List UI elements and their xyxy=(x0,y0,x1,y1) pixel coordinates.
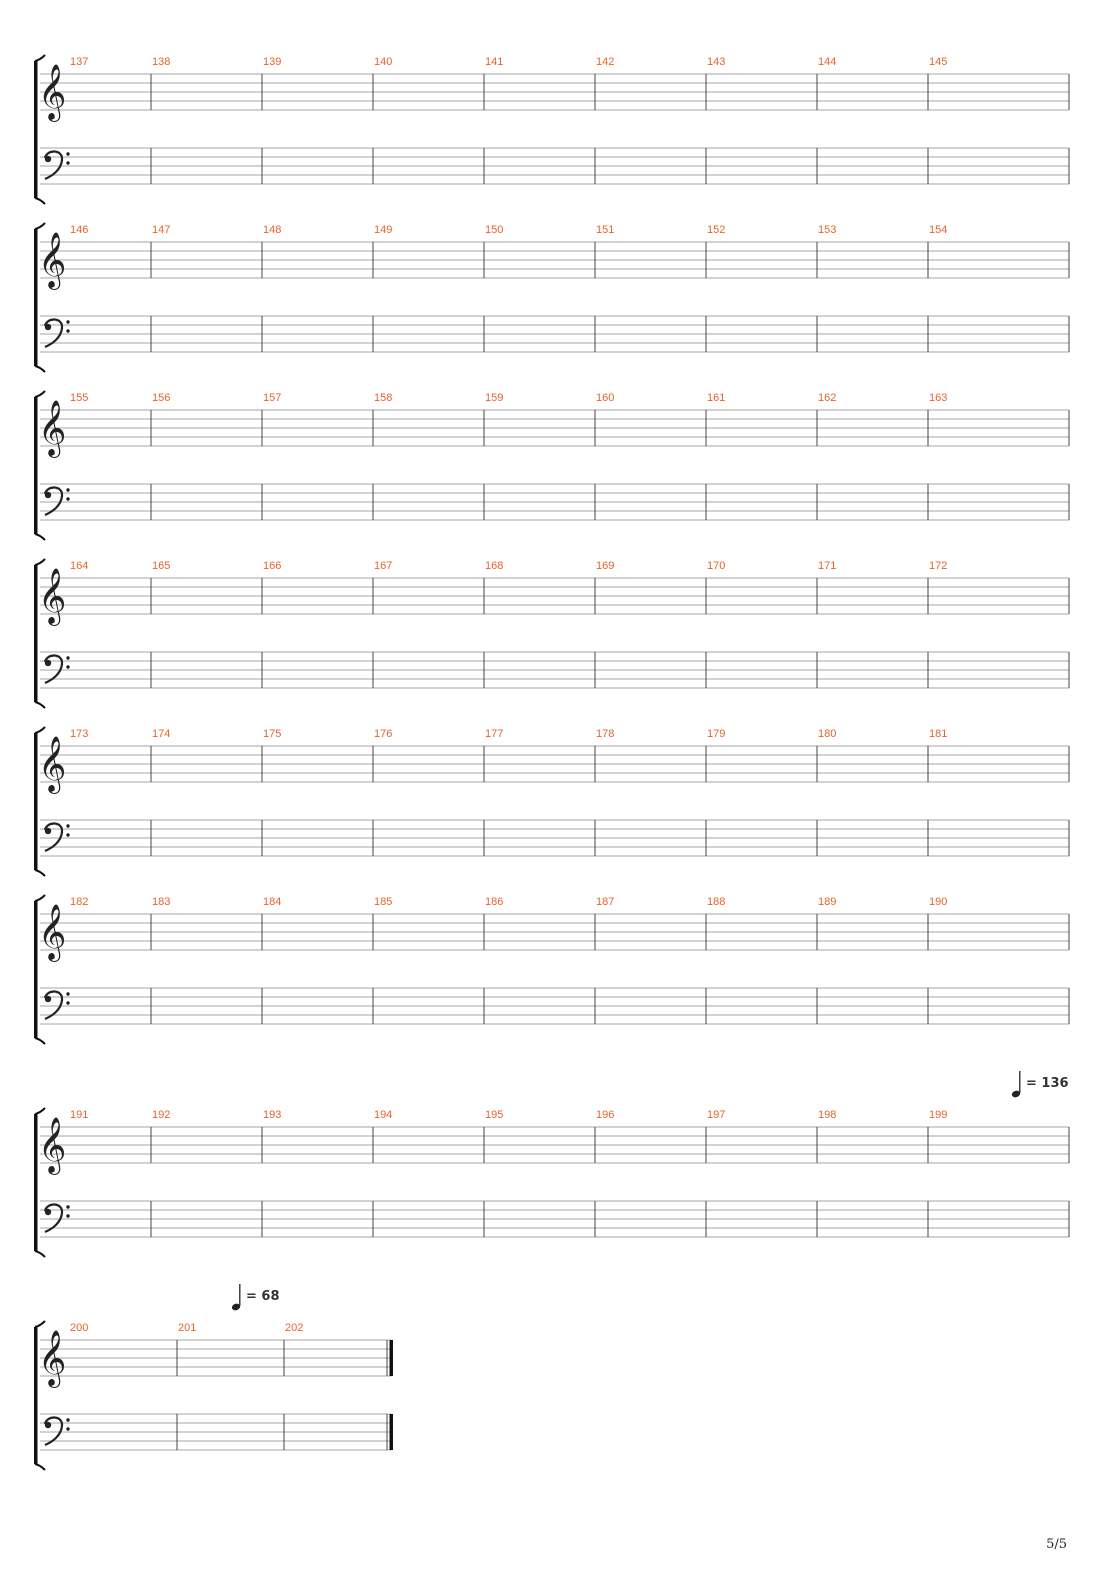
measure-number: 176 xyxy=(374,728,393,740)
measure-number: 181 xyxy=(929,728,948,740)
page-number: 5/5 xyxy=(1046,1537,1067,1552)
staff-system xyxy=(34,1071,1069,1257)
measure-number: 170 xyxy=(707,560,726,572)
quarter-note-icon xyxy=(231,1284,241,1311)
measure-number: 161 xyxy=(707,392,726,404)
measure-number: 188 xyxy=(707,896,726,908)
treble-clef-icon: 𝄞 xyxy=(38,1330,67,1386)
measure-number: 194 xyxy=(374,1109,393,1121)
final-barline-thick xyxy=(390,1414,394,1450)
treble-clef-icon: 𝄞 xyxy=(38,232,67,288)
treble-clef-icon: 𝄞 xyxy=(38,64,67,120)
measure-number: 192 xyxy=(152,1109,171,1121)
measure-number: 158 xyxy=(374,392,393,404)
measure-number: 183 xyxy=(152,896,171,908)
measure-number: 142 xyxy=(596,56,615,68)
measure-number: 167 xyxy=(374,560,393,572)
measure-number: 137 xyxy=(70,56,89,68)
measure-number: 144 xyxy=(818,56,837,68)
treble-clef-icon: 𝄞 xyxy=(38,736,67,792)
measure-number: 196 xyxy=(596,1109,615,1121)
measure-number: 152 xyxy=(707,224,726,236)
measure-number: 180 xyxy=(818,728,837,740)
measure-number: 179 xyxy=(707,728,726,740)
measure-number: 151 xyxy=(596,224,615,236)
measure-number: 182 xyxy=(70,896,89,908)
measure-number: 185 xyxy=(374,896,393,908)
measure-number: 150 xyxy=(485,224,504,236)
measure-number: 195 xyxy=(485,1109,504,1121)
measure-number: 190 xyxy=(929,896,948,908)
treble-clef-icon: 𝄞 xyxy=(38,568,67,624)
treble-clef-icon: 𝄞 xyxy=(38,904,67,960)
measure-number: 168 xyxy=(485,560,504,572)
staff-system xyxy=(34,727,1069,876)
measure-number: 148 xyxy=(263,224,282,236)
measure-number: 198 xyxy=(818,1109,837,1121)
measure-number: 177 xyxy=(485,728,504,740)
measure-number: 155 xyxy=(70,392,89,404)
tempo-marking: = 68 xyxy=(246,1289,280,1304)
measure-number: 175 xyxy=(263,728,282,740)
final-barline-thick xyxy=(390,1340,394,1376)
staff-system xyxy=(34,391,1069,540)
staff-system xyxy=(34,55,1069,204)
staff-system xyxy=(34,223,1069,372)
measure-number: 147 xyxy=(152,224,171,236)
measure-number: 160 xyxy=(596,392,615,404)
measure-number: 140 xyxy=(374,56,393,68)
measure-number: 193 xyxy=(263,1109,282,1121)
measure-number: 149 xyxy=(374,224,393,236)
quarter-note-icon xyxy=(1011,1071,1021,1098)
staff-system xyxy=(34,559,1069,708)
measure-number: 166 xyxy=(263,560,282,572)
measure-number: 201 xyxy=(178,1322,197,1334)
measure-number: 156 xyxy=(152,392,171,404)
measure-number: 139 xyxy=(263,56,282,68)
measure-number: 153 xyxy=(818,224,837,236)
tempo-marking: = 136 xyxy=(1026,1076,1069,1091)
measure-number: 187 xyxy=(596,896,615,908)
measure-number: 189 xyxy=(818,896,837,908)
measure-number: 173 xyxy=(70,728,89,740)
measure-number: 186 xyxy=(485,896,504,908)
measure-number: 165 xyxy=(152,560,171,572)
measure-number: 200 xyxy=(70,1322,89,1334)
measure-number: 141 xyxy=(485,56,504,68)
measure-number: 145 xyxy=(929,56,948,68)
measure-number: 199 xyxy=(929,1109,948,1121)
measure-number: 159 xyxy=(485,392,504,404)
staff-system xyxy=(34,895,1069,1044)
measure-number: 174 xyxy=(152,728,171,740)
measure-number: 169 xyxy=(596,560,615,572)
measure-number: 184 xyxy=(263,896,282,908)
measure-number: 191 xyxy=(70,1109,89,1121)
measure-number: 157 xyxy=(263,392,282,404)
treble-clef-icon: 𝄞 xyxy=(38,1117,67,1173)
measure-number: 202 xyxy=(285,1322,304,1334)
measure-number: 197 xyxy=(707,1109,726,1121)
staff-system xyxy=(34,1284,393,1470)
treble-clef-icon: 𝄞 xyxy=(38,400,67,456)
measure-number: 172 xyxy=(929,560,948,572)
measure-number: 178 xyxy=(596,728,615,740)
measure-number: 164 xyxy=(70,560,89,572)
measure-number: 163 xyxy=(929,392,948,404)
measure-number: 138 xyxy=(152,56,171,68)
measure-number: 171 xyxy=(818,560,837,572)
measure-number: 162 xyxy=(818,392,837,404)
measure-number: 143 xyxy=(707,56,726,68)
measure-number: 154 xyxy=(929,224,948,236)
measure-number: 146 xyxy=(70,224,89,236)
